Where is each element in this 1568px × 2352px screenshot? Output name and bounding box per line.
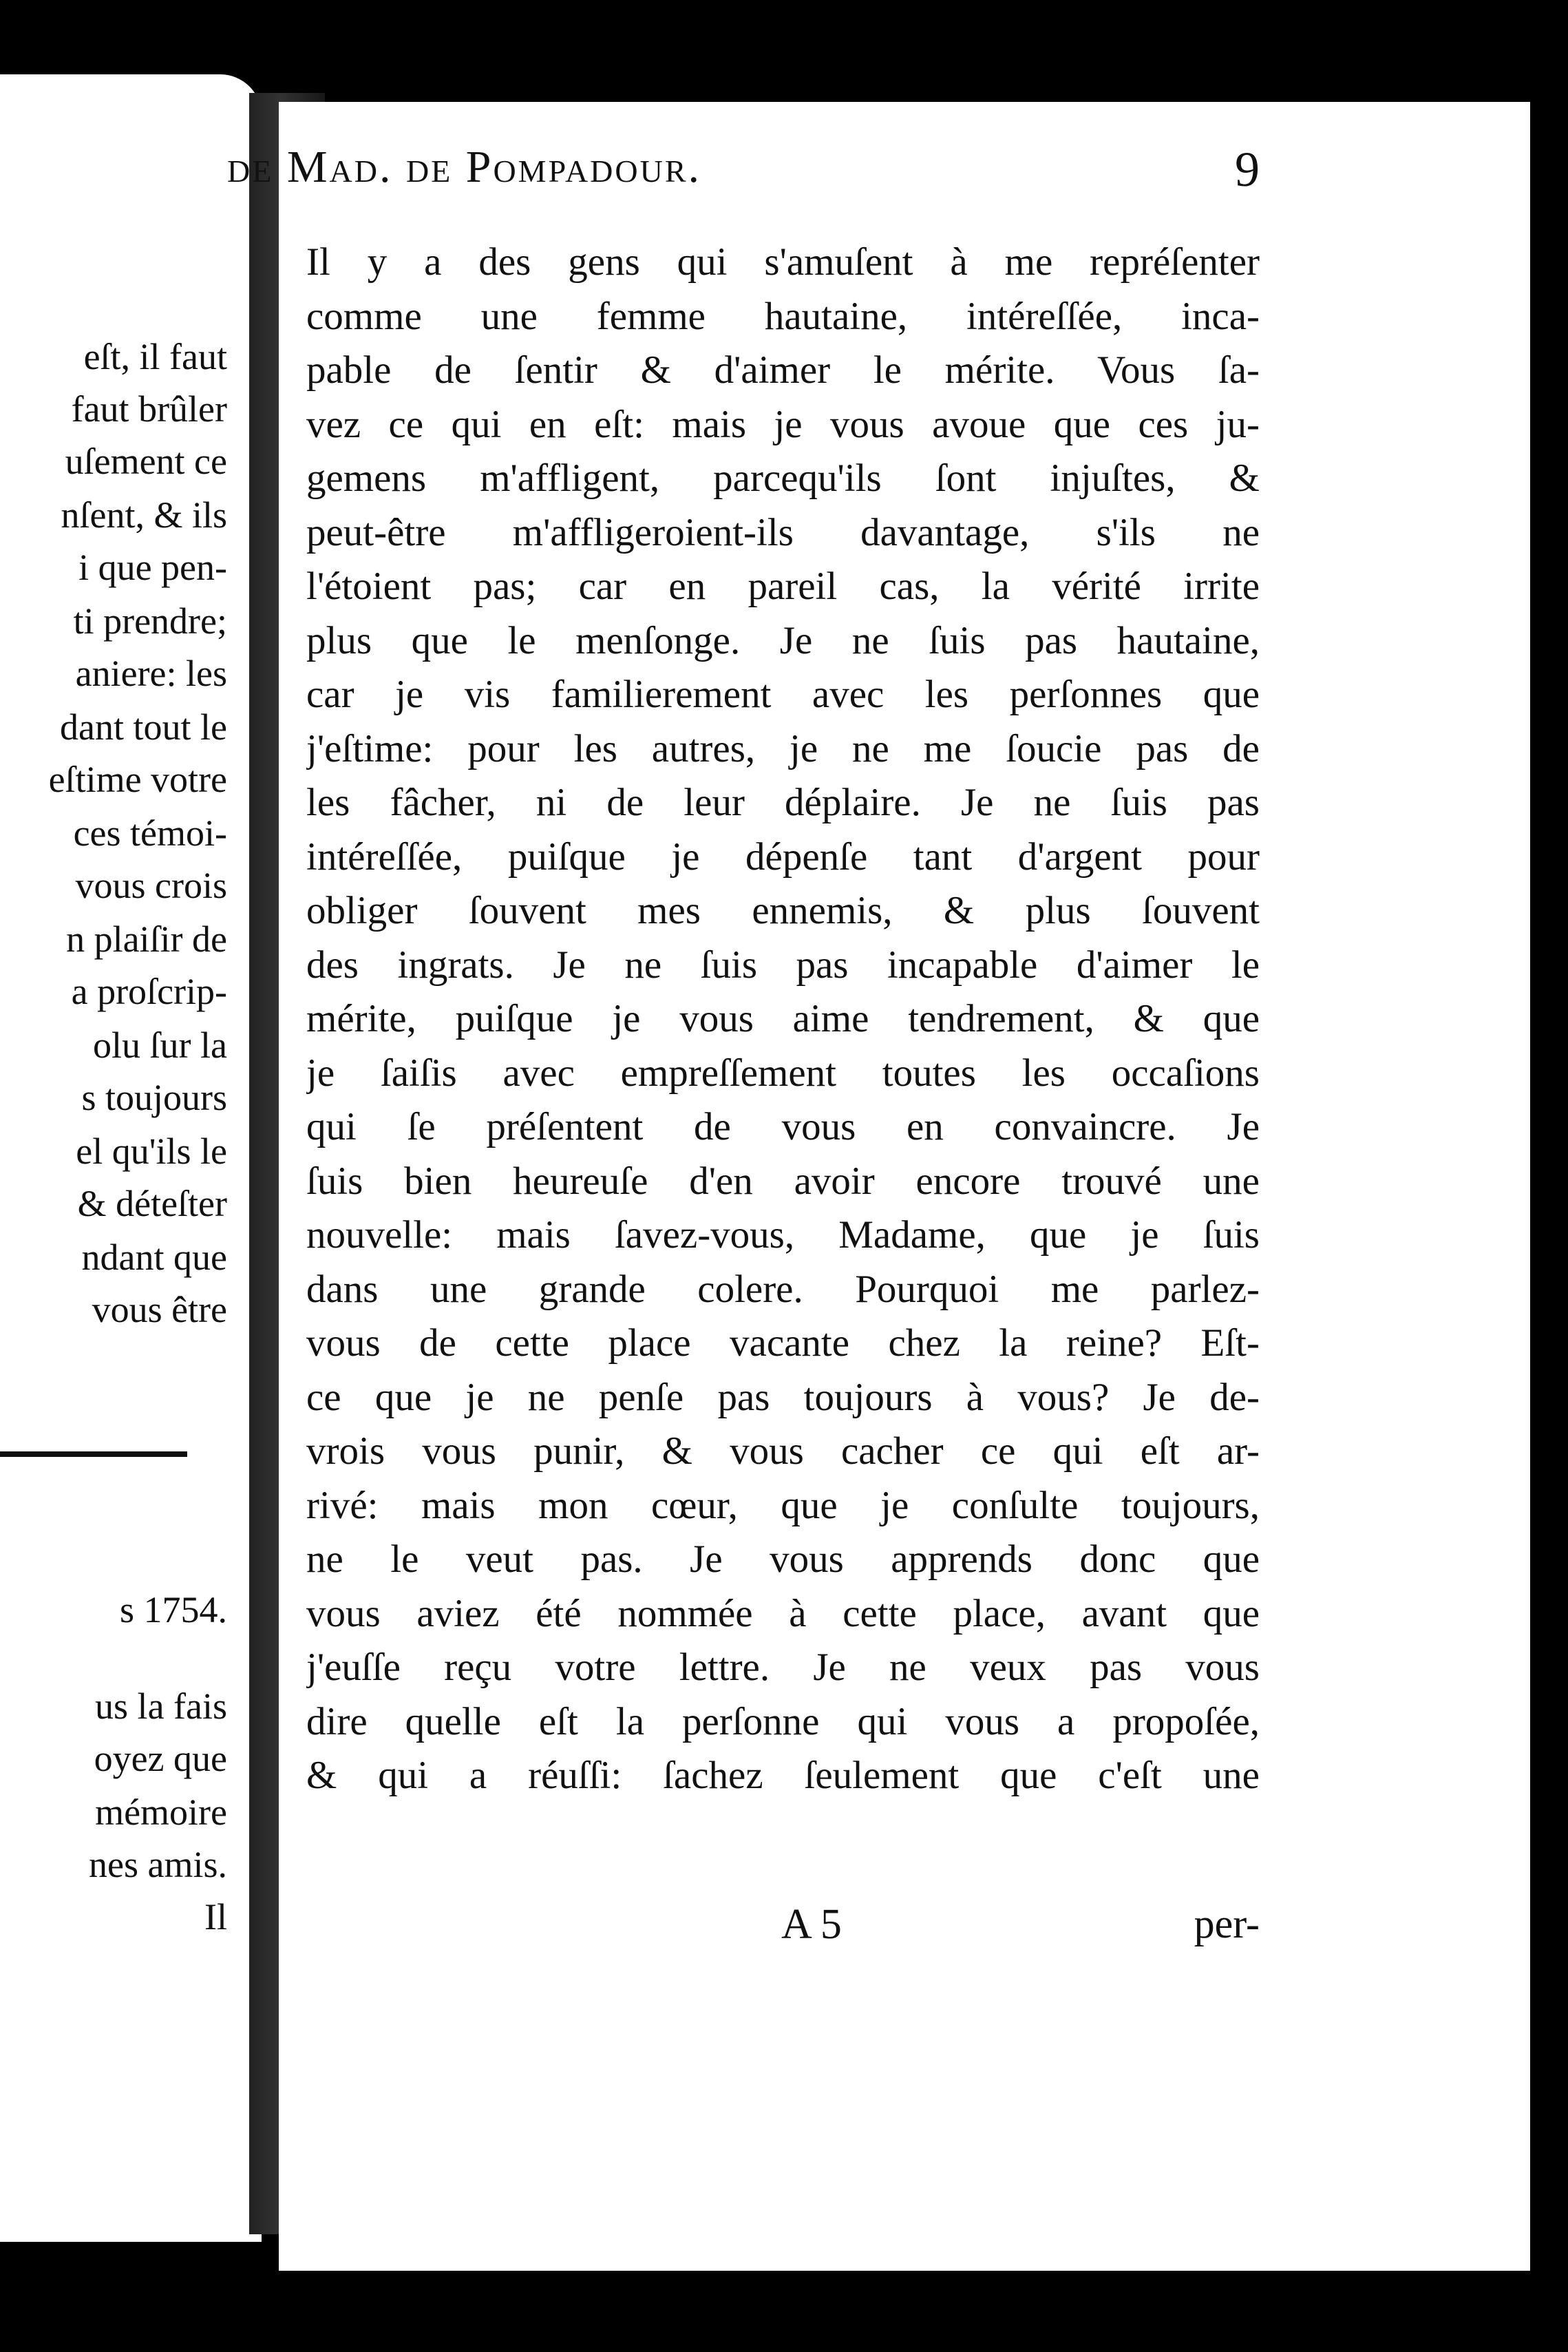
left-page-line: ti prendre;	[73, 600, 227, 642]
left-page-line: aniere: les	[75, 653, 227, 694]
left-page-line: vous crois	[75, 865, 227, 906]
text-line: rivé: mais mon cœur, que je conſulte toujours,	[306, 1483, 1260, 1527]
text-line: nouvelle: mais ſavez-vous, Madame, que je ſuis	[306, 1213, 1260, 1257]
page-header	[227, 141, 1260, 217]
left-page-line: oyez que	[94, 1738, 227, 1779]
text-line: car je vis familierement avec les perſonnes que	[306, 673, 1260, 716]
left-page-fragment	[0, 74, 262, 2242]
text-line: vez ce qui en eſt: mais je vous avoue que ces ju-	[306, 402, 1260, 446]
left-page-line: ces témoi-	[73, 812, 227, 854]
left-page-line: nes amis.	[89, 1844, 227, 1885]
left-page-line: olu ſur la	[93, 1025, 227, 1066]
left-page-line: us la fais	[95, 1686, 227, 1727]
text-line: qui ſe préſentent de vous en convaincre. Je	[306, 1105, 1260, 1148]
text-line: plus que le menſonge. Je ne ſuis pas hautaine,	[306, 618, 1260, 662]
left-page-line: s 1754.	[119, 1589, 227, 1630]
text-line: peut-être m'affligeroient-ils davantage, s'ils ne	[306, 510, 1260, 554]
left-page-line: nſent, & ils	[61, 494, 227, 536]
page-footer	[306, 1900, 1260, 1962]
running-head: de Mad. de Pompadour.	[227, 142, 702, 192]
text-line: Il y a des gens qui s'amuſent à me repréſenter	[306, 240, 1260, 284]
left-page-line: mémoire	[95, 1792, 227, 1833]
text-line: & qui a réuſſi: ſachez ſeulement que c'eſt une	[306, 1754, 1260, 1797]
left-page-line: & déteſter	[77, 1183, 227, 1224]
text-line: ſuis bien heureuſe d'en avoir encore trouvé une	[306, 1159, 1260, 1203]
left-page-line: eſt, il faut	[83, 336, 227, 377]
text-line: j'eſtime: pour les autres, je ne me ſoucie pas de	[306, 726, 1260, 770]
text-line: dire quelle eſt la perſonne qui vous a propoſée,	[306, 1699, 1260, 1743]
text-line: des ingrats. Je ne ſuis pas incapable d'aimer le	[306, 943, 1260, 987]
text-line: ne le veut pas. Je vous apprends donc que	[306, 1537, 1260, 1581]
left-page-line: ndant que	[81, 1237, 227, 1278]
text-line: intéreſſée, puiſque je dépenſe tant d'argent pour	[306, 834, 1260, 879]
text-line: j'euſſe reçu votre lettre. Je ne veux pas vous	[306, 1646, 1260, 1689]
left-page-line: el qu'ils le	[76, 1131, 227, 1172]
text-line: ce que je ne penſe pas toujours à vous? Je de-	[306, 1375, 1260, 1419]
text-line: vous de cette place vacante chez la reine? Eſt-	[306, 1321, 1260, 1365]
text-line: je ſaiſis avec empreſſement toutes les occaſions	[306, 1051, 1260, 1095]
left-page-rule	[0, 1451, 187, 1457]
left-page-line: i que pen-	[78, 547, 227, 588]
catchword: per-	[1194, 1901, 1260, 1946]
left-page-line: dant tout le	[60, 706, 227, 748]
text-line: l'étoient pas; car en pareil cas, la vérité irrite	[306, 565, 1260, 608]
text-line: pable de ſentir & d'aimer le mérite. Vous ſa-	[306, 348, 1260, 392]
text-line: obliger ſouvent mes ennemis, & plus ſouvent	[306, 889, 1260, 932]
left-page-line: eſtime votre	[48, 759, 227, 800]
left-page-line: n plaiſir de	[66, 918, 227, 960]
text-line: mérite, puiſque je vous aime tendrement, & que	[306, 997, 1260, 1040]
left-page-line: Il	[204, 1896, 227, 1938]
left-page-line: uſement ce	[65, 441, 227, 482]
text-line: dans une grande colere. Pourquoi me parlez-	[306, 1267, 1260, 1311]
left-page-line: s toujours	[81, 1077, 227, 1118]
signature-mark: A 5	[781, 1901, 842, 1948]
left-page-line: a proſcrip-	[71, 971, 227, 1012]
text-line: vrois vous punir, & vous cacher ce qui eſt ar-	[306, 1429, 1260, 1473]
text-line: les fâcher, ni de leur déplaire. Je ne ſuis pas	[306, 781, 1260, 824]
body-text	[306, 235, 1260, 1803]
text-line: vous aviez été nommée à cette place, avant que	[306, 1591, 1260, 1635]
text-line: comme une femme hautaine, intéreſſée, inca-	[306, 294, 1260, 338]
left-page-line: faut brûler	[71, 388, 227, 430]
page-number: 9	[1235, 142, 1260, 197]
left-page-line: vous être	[92, 1289, 227, 1330]
text-line: gemens m'affligent, parcequ'ils ſont injuſtes, &	[306, 456, 1260, 500]
